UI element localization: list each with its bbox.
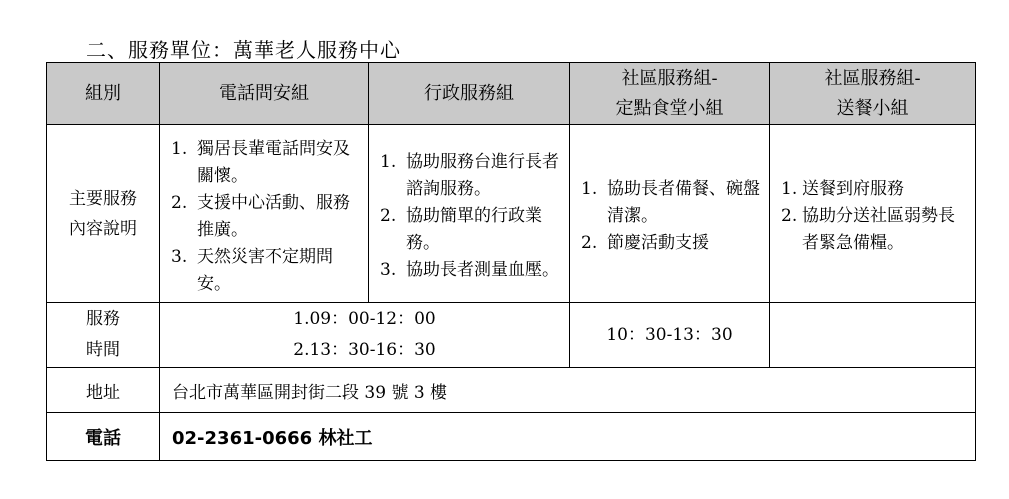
list-item-number: 2. — [781, 206, 798, 226]
list-item — [581, 230, 763, 257]
list-item — [380, 257, 563, 284]
admin-group-list — [369, 149, 569, 284]
delivery-group-list — [770, 176, 975, 257]
page-title: 二、服務單位：萬華老人服務中心 — [86, 38, 401, 62]
hours-dining: 10：30-13：30 — [570, 303, 770, 368]
admin-group-content — [369, 125, 570, 303]
header-dining-line2: 定點食堂小組 — [615, 97, 724, 119]
hours-delivery — [770, 303, 976, 368]
list-item — [581, 176, 763, 230]
phone-group-content — [160, 125, 369, 303]
list-item — [380, 203, 563, 257]
header-group: 組別 — [47, 63, 160, 125]
header-delivery-line2: 送餐小組 — [836, 97, 909, 119]
header-phone-group: 電話問安組 — [160, 63, 369, 125]
list-item-number: 2. — [171, 192, 188, 213]
list-item-text: 獨居長輩電話問安及關懷。 — [197, 138, 350, 186]
list-item-number: 3. — [171, 246, 188, 267]
header-dining-group — [570, 63, 770, 125]
phone-value: 02-2361-0666 林社工 — [160, 413, 976, 461]
list-item-text: 節慶活動支援 — [607, 233, 709, 253]
list-item-number: 1. — [171, 138, 188, 159]
address-row — [47, 368, 976, 413]
hours-slot-1: 1.09：00-12：00 — [293, 309, 436, 329]
list-item-number: 1. — [781, 179, 798, 199]
list-item-text: 協助分送社區弱勢長者緊急備糧。 — [802, 206, 955, 253]
list-item-number: 2. — [380, 206, 397, 226]
header-delivery-group — [770, 63, 976, 125]
address-label: 地址 — [47, 368, 160, 413]
phone-label: 電話 — [47, 413, 160, 461]
list-item-text: 協助長者測量血壓。 — [406, 260, 559, 280]
service-table — [46, 62, 976, 461]
hours-label-line2: 時間 — [86, 340, 120, 360]
header-delivery-line1: 社區服務組- — [824, 67, 921, 89]
header-dining-line1: 社區服務組- — [621, 67, 718, 89]
list-item — [171, 190, 362, 244]
hours-label-line1: 服務 — [86, 309, 120, 329]
list-item — [171, 244, 362, 298]
phone-group-list — [160, 136, 368, 298]
list-item — [380, 149, 563, 203]
list-item-number: 2. — [581, 233, 598, 253]
header-admin-group: 行政服務組 — [369, 63, 570, 125]
hours-phone-admin — [160, 303, 570, 368]
list-item-number: 1. — [581, 179, 598, 199]
list-item-text: 協助簡單的行政業務。 — [406, 206, 542, 253]
delivery-group-content — [770, 125, 976, 303]
list-item-text: 天然災害不定期問安。 — [197, 246, 333, 294]
list-item-text: 協助長者備餐、碗盤清潔。 — [607, 179, 760, 226]
content-row — [47, 125, 976, 303]
list-item-number: 1. — [380, 152, 397, 172]
content-label-line2: 內容說明 — [69, 218, 137, 239]
header-row — [47, 63, 976, 125]
list-item-text: 送餐到府服務 — [802, 179, 904, 199]
list-item-number: 3. — [380, 260, 397, 280]
list-item — [781, 176, 969, 203]
address-value: 台北市萬華區開封街二段 39 號 3 樓 — [160, 368, 976, 413]
hours-label — [47, 303, 160, 368]
list-item-text: 協助服務台進行長者諮詢服務。 — [406, 152, 559, 199]
list-item — [781, 203, 969, 257]
content-label — [47, 125, 160, 303]
hours-row — [47, 303, 976, 368]
list-item-text: 支援中心活動、服務推廣。 — [197, 192, 350, 240]
content-label-line1: 主要服務 — [69, 188, 137, 209]
list-item — [171, 136, 362, 190]
dining-group-content — [570, 125, 770, 303]
phone-row — [47, 413, 976, 461]
dining-group-list — [570, 176, 769, 257]
hours-slot-2: 2.13：30-16：30 — [293, 340, 436, 360]
